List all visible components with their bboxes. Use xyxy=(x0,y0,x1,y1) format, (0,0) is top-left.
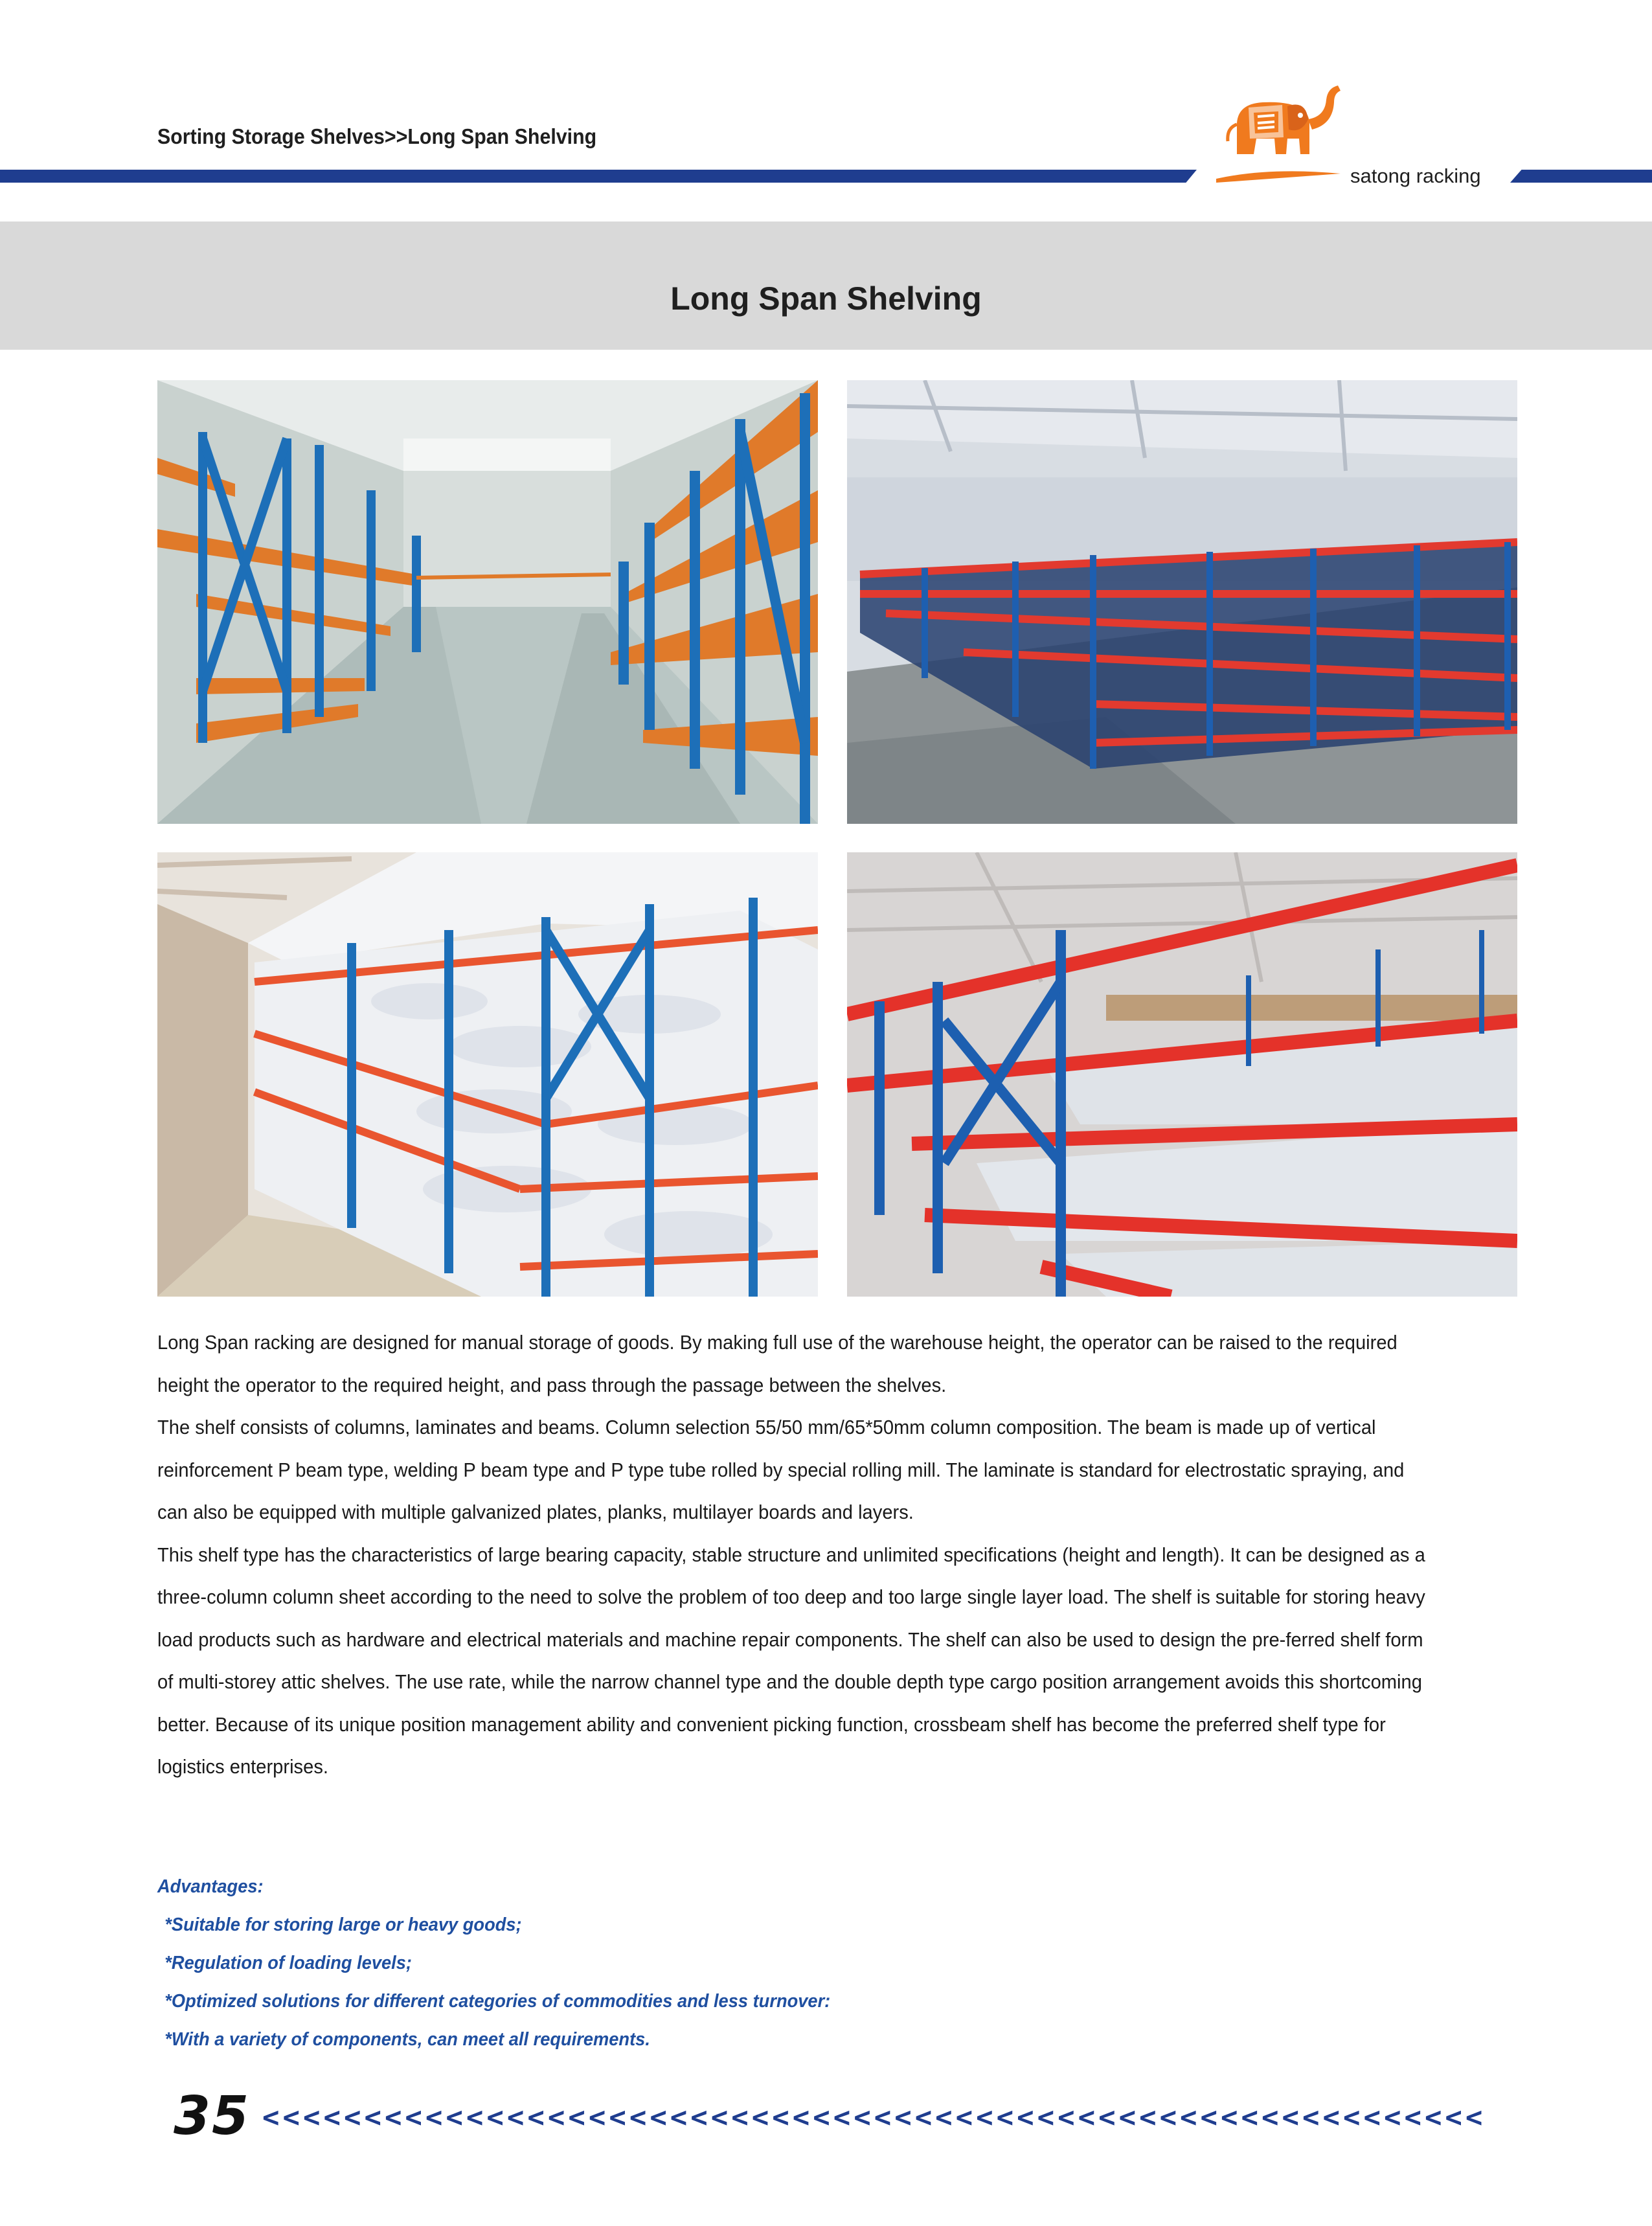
photo-shelving-rows xyxy=(847,380,1517,824)
advantage-item: *Regulation of loading levels; xyxy=(164,1953,412,1973)
photo-shelving-sacks xyxy=(157,852,818,1297)
footer-arrows: <<<<<<<<<<<<<<<<<<<<<<<<<<<<<<<<<<<<<<<<<<<<<<<<<<<<<<<<<<<< xyxy=(262,2101,1486,2134)
photo-shelving-aisle xyxy=(157,380,818,824)
advantage-item: *With a variety of components, can meet all requirements. xyxy=(164,2029,650,2050)
advantage-item: *Suitable for storing large or heavy goods; xyxy=(164,1914,522,1935)
page-number: 35 xyxy=(174,2085,251,2147)
page-title: Long Span Shelving xyxy=(670,280,982,317)
advantage-item: *Optimized solutions for different categories of commodities and less turnover: xyxy=(164,1991,831,2012)
header-rule-right xyxy=(1510,170,1652,183)
photo-shelving-decks xyxy=(847,852,1517,1297)
description-paragraph: The shelf consists of columns, laminates and beams. Column selection 55/50 mm/65*50mm column composition. The beam is made up of vertical reinforcement P beam type, welding P beam type and P type tube rolled by special rolling mill. The laminate is standard for electrostatic spraying, and can also be equipped with multiple galvanized plates, planks, multilayer boards and layers. xyxy=(157,1416,1405,1523)
description-paragraph: Long Span racking are designed for manual storage of goods. By making full use of the warehouse height, the operator can be raised to the required height the operator to the required height, and pass through the passage between the shelves. xyxy=(157,1331,1397,1396)
elephant-logo-icon xyxy=(1211,76,1347,187)
advantages-list xyxy=(157,1874,1131,2065)
header-rule-left xyxy=(0,170,1197,183)
description xyxy=(157,1321,1436,1788)
brand-name: satong racking xyxy=(1350,165,1481,187)
breadcrumb: Sorting Storage Shelves>>Long Span Shelving xyxy=(157,124,597,148)
advantages-heading: Advantages: xyxy=(157,1876,264,1897)
description-paragraph: This shelf type has the characteristics of large bearing capacity, stable structure and unlimited specifications (height and length). It can be designed as a three-column column sheet according to the need to solve the problem of too deep and too large single layer load. The shelf is suitable for storing heavy load products such as hardware and electrical materials and machine repair components. The shelf can also be used to design the pre-ferred shelf form of multi-storey attic shelves. The use rate, while the narrow channel type and the double depth type cargo position arrangement avoids this shortcoming better. Because of its unique position management ability and convenient picking function, crossbeam shelf has become the preferred shelf type for logistics enterprises. xyxy=(157,1543,1425,1778)
